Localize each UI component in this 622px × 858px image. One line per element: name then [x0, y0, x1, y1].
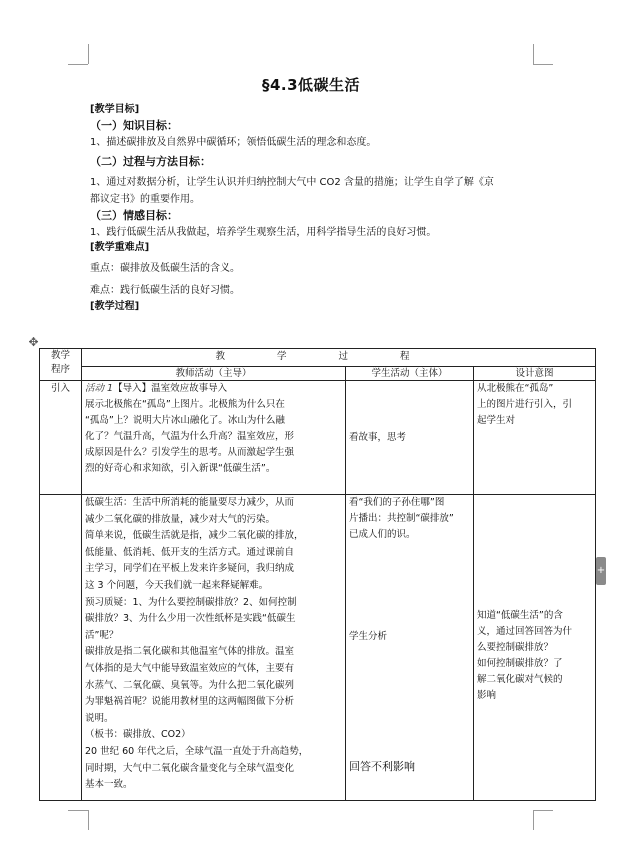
crop-mark-br-v	[533, 810, 534, 830]
row-main-student: 看“我们的子孙住哪”图 片播出：共控制“碳排放” 已成人们的识。 学生分析 回答不利影响	[346, 495, 474, 801]
row-main-sequence	[40, 495, 82, 801]
objectives-heading: [教学目标]	[90, 104, 140, 115]
row-intro-sequence: 引入	[40, 381, 82, 495]
row-intro-intent: 从北极熊在“孤岛” 上的图片进行引入，引 起学生对	[474, 381, 596, 495]
crop-mark-br-h	[533, 810, 553, 811]
difficult-point: 难点：践行低碳生活的良好习惯。	[90, 285, 240, 296]
emotion-line: 1、践行低碳生活从我做起，培养学生观察生活，用科学指导生活的良好习惯。	[90, 227, 437, 238]
activity-label: 活动 1	[85, 383, 114, 394]
crop-mark-tr-h	[533, 64, 553, 65]
header-intent: 设计意图	[474, 367, 596, 381]
plus-tab-icon[interactable]: +	[596, 557, 606, 585]
header-teacher: 教师活动（主导）	[82, 367, 346, 381]
process-heading: （二）过程与方法目标：	[90, 155, 211, 168]
student-answer: 回答不利影响	[349, 760, 415, 773]
key-point: 重点：碳排放及低碳生活的含义。	[90, 263, 240, 274]
header-student: 学生活动（主体）	[346, 367, 474, 381]
page-title: §4.3低碳生活	[261, 76, 361, 94]
process-line-1: 1、通过对数据分析，让学生认识并归纳控制大气中 CO2 含量的措施；让学生自学了解《京	[90, 177, 494, 188]
row-intro-student: 看故事，思考	[346, 381, 474, 495]
header-sequence: 教学 程序	[40, 349, 82, 381]
crop-mark-bl-v	[88, 810, 89, 830]
lesson-table	[39, 348, 596, 801]
crop-mark-tl-v	[88, 44, 89, 64]
emotion-heading: （三）情感目标：	[90, 209, 178, 222]
knowledge-line: 1、描述碳排放及自然界中碳循环；领悟低碳生活的理念和态度。	[90, 137, 377, 148]
row-main-teacher: 低碳生活：生活中所消耗的能量要尽力减少，从而 减少二氧化碳的排放量，减少对大气的污染。 简单来说，低碳生活就是指，减少二氧化碳的排放， 低能量、低消耗、低开支的生活方式。通过课前自 主学习，同学们在平板上发来许多疑问，我归纳成 这 3 个问题，今天我们就一起来释疑解难。 预习质疑：1、为什么要控制碳排放？2、如何控制 碳排放？3、为什么少用一次性纸杯是实践“低碳生 活”呢？ 碳排放是指二氧化碳和其他温室气体的排放。温室 气体指的是大气中能导致温室效应的气体，主要有 水蒸气、二氧化碳、臭氧等。为什么把二氧化碳列 为罪魁祸首呢？说能用教材里的这两幅图做下分析 说明。 （板书：碳排放、CO2） 20 世纪 60 年代之后，全球气温一直处于升高趋势， 同时期，大气中二氧化碳含量变化与全球气温变化 基本一致。	[82, 495, 346, 801]
header-process: 教学过程	[82, 349, 596, 367]
process-line-2: 都议定书》的重要作用。	[90, 194, 200, 205]
knowledge-heading: （一）知识目标：	[90, 119, 178, 132]
student-analysis: 学生分析	[349, 631, 388, 642]
teaching-process-heading: [教学过程]	[90, 301, 140, 312]
key-points-heading: [教学重难点]	[90, 242, 150, 253]
move-cross-icon[interactable]: ✥	[28, 335, 39, 349]
crop-mark-tr-v	[533, 44, 534, 64]
crop-mark-bl-h	[68, 810, 88, 811]
row-main-intent: 知道“低碳生活”的含 义，通过回答回答为什 么要控制碳排放？ 如何控制碳排放？了 解二氧化碳对气候的 影响	[474, 495, 596, 801]
row-intro-teacher: 活动 1【导入】温室效应故事导入 展示北极熊在“孤岛”上图片。北极熊为什么只在 “孤岛”上？说明大片冰山融化了。冰山为什么融 化了？气温升高，气温为什么升高？温室效应，形 成原因是什么？引发学生的思考。从而激起学生强 烈的好奇心和求知欲，引入新课“低碳生活”。	[82, 381, 346, 495]
crop-mark-tl-h	[68, 64, 88, 65]
